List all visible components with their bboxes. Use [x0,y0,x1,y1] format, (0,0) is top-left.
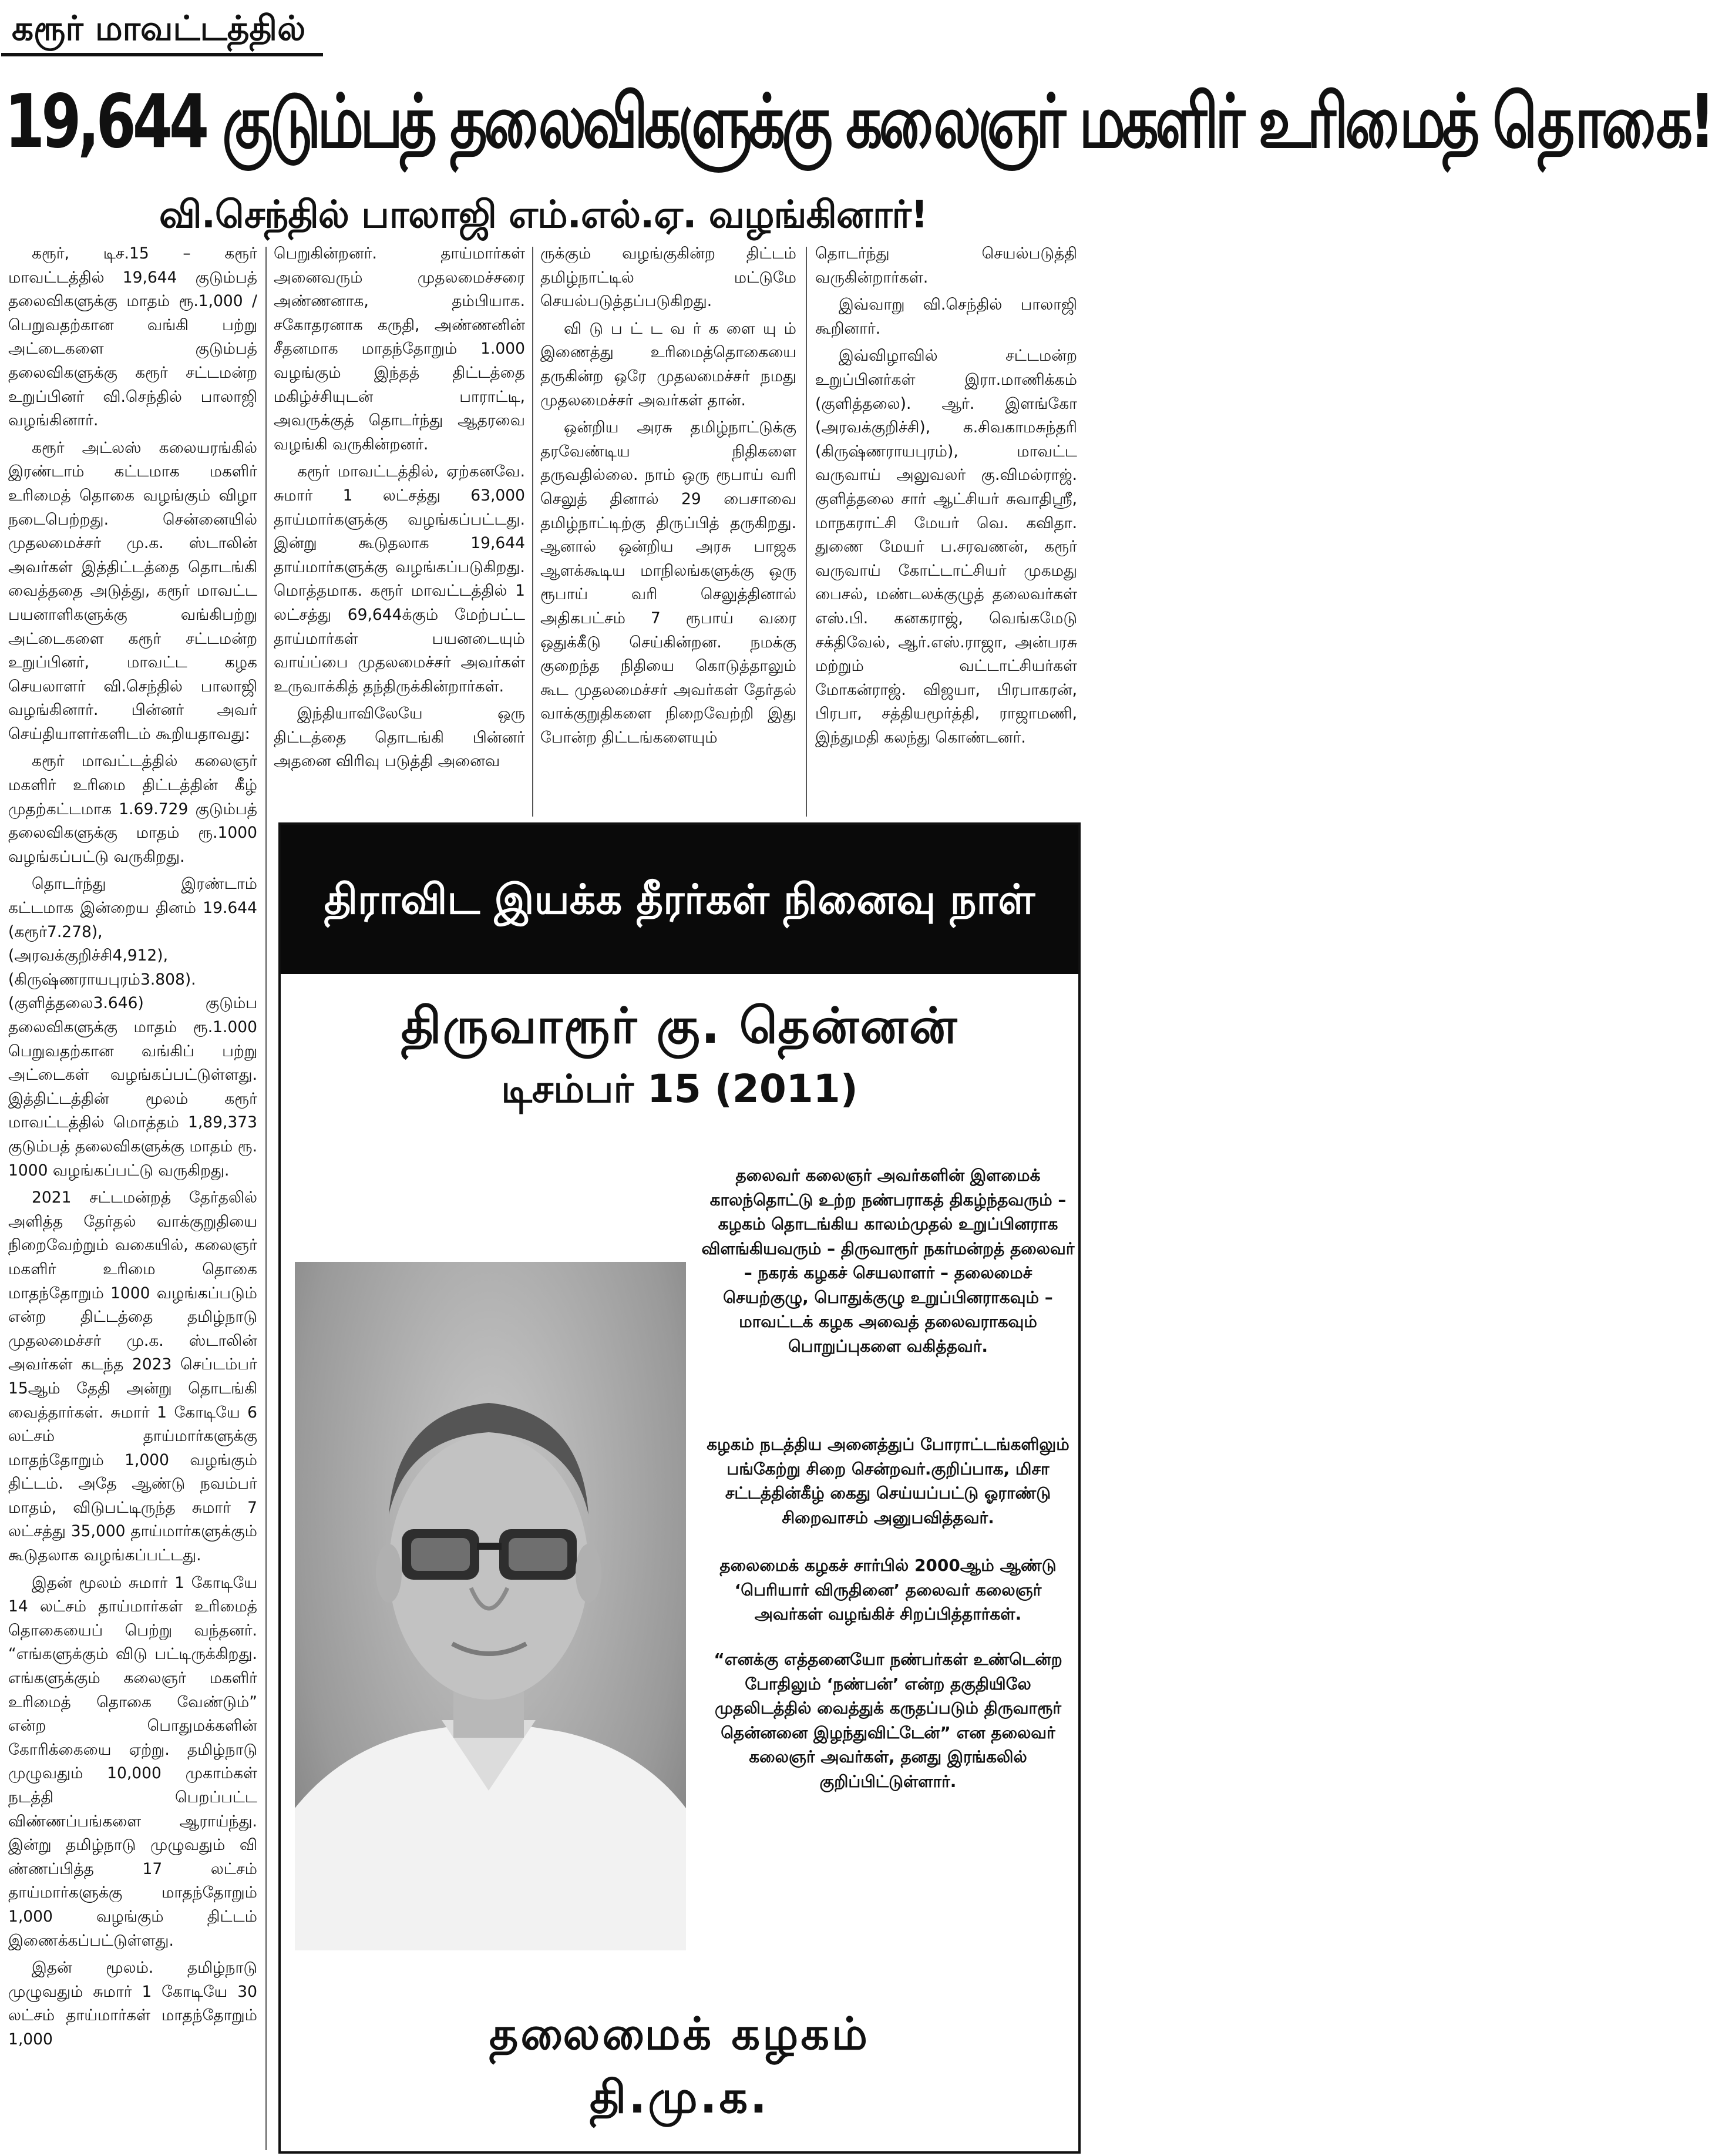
memorial-bio-4: “எனக்கு எத்தனையோ நண்பர்கள் உண்டென்ற போதிலும் ‘நண்பன்’ என்ற தகுதியிலே முதலிடத்தில் வைத்துக் கருதப்படும் திருவாரூர் தென்னனை இழந்துவிட்டேன்” என தலைவர் கலைஞர் அவர்கள், தனது இரங்கலில் குறிப்பிட்டுள்ளார். [714,1650,1062,1791]
article-paragraph: இவ்விழாவில் சட்டமன்ற உறுப்பினர்கள் இரா.மாணிக்கம் (குளித்தலை). ஆர். இளங்கோ (அரவக்குறிச்சி), க.சிவகாமசுந்தரி (கிருஷ்ணராயபுரம்), மாவட்ட வருவாய் அலுவலர் கு.விமல்ராஜ். குளித்தலை சார் ஆட்சியர் சுவாதிஸ்ரீ, மாநகராட்சி மேயர் வெ. கவிதா. துணை மேயர் ப.சரவணன், கரூர் வருவாய் கோட்டாட்சியர் முகமது பைசல், மண்டலக்குழுத் தலைவர்கள் எஸ்.பி. கனகராஜ், வெங்கமேடு சக்திவேல், ஆர்.எஸ்.ராஜா, அன்பரசு மற்றும் வட்டாட்சியர்கள் மோகன்ராஜ். விஜயா, பிரபாகரன், பிரபா, சத்தியமூர்த்தி, ராஜாமணி, இந்துமதி கலந்து கொண்டனர். [815,347,1077,747]
article-column-1 [8,242,257,2156]
article-paragraph: கரூர் மாவட்டத்தில், ஏற்கனவே. சுமார் 1 லட்சத்து 63,000 தாய்மார்களுக்கு வழங்கப்பட்டது. இன்று கூடுதலாக 19,644 தாய்மார்களுக்கு வழங்கப்படுகிறது. மொத்தமாக. கரூர் மாவட்டத்தில் 1 லட்சத்து 69,644க்கும் மேற்பட்ட தாய்மார்கள் பயனடையும் வாய்ப்பை முதலமைச்சர் அவர்கள் உருவாக்கித் தந்திருக்கின்றார்கள். [274,462,525,696]
article-paragraph: கரூர் அட்லஸ் கலையரங்கில் இரண்டாம் கட்டமாக மகளிர் உரிமைத் தொகை வழங்கும் விழா நடைபெற்றது. சென்னையில் முதலமைச்சர் மு.க. ஸ்டாலின் அவர்கள் இத்திட்டத்தை தொடங்கி வைத்ததை அடுத்து, கரூர் மாவட்ட பயனாளிகளுக்கு வங்கிபற்று அட்டைகளை கரூர் சட்டமன்ற உறுப்பினர், மாவட்ட கழக செயலாளர் வி.செந்தில் பாலாஜி வழங்கினார். பின்னர் அவர் செய்தியாளர்களிடம் கூறியதாவது: [8,438,257,743]
article-paragraph: ருக்கும் வழங்குகின்ற திட்டம் தமிழ்நாட்டில் மட்டுமே செயல்படுத்தப்படுகிறது. [540,244,796,311]
subheadline: வி.செந்தில் பாலாஜி எம்.எல்.ஏ. வழங்கினார்! [159,193,928,237]
portrait-photo [295,1262,686,1950]
column-divider [532,247,533,817]
article-paragraph: இந்தியாவிலேயே ஒரு திட்டத்தை தொடங்கி பின்னர் அதனை விரிவு படுத்தி அனைவ [274,704,525,771]
article-paragraph: பெறுகின்றனர். தாய்மார்கள் அனைவரும் முதலமைச்சரை அண்ணனாக, தம்பியாக. சகோதரனாக கருதி, அண்ணனின் சீதனமாக மாதந்தோறும் 1.000 வழங்கும் இந்தத் திட்டத்தை மகிழ்ச்சியுடன் பாராட்டி, அவருக்குத் தொடர்ந்து ஆதரவை வழங்கி வருகின்றனர். [274,244,525,454]
article-column-3 [540,242,796,820]
article-paragraph: இவ்வாறு வி.செந்தில் பாலாஜி கூறினார். [815,295,1077,338]
article-paragraph: தொடர்ந்து செயல்படுத்தி வருகின்றார்கள். [815,244,1077,287]
memorial-bio-1: தலைவர் கலைஞர் அவர்களின் இளமைக் காலந்தொட்டு உற்ற நண்பராகத் திகழ்ந்தவரும் – கழகம் தொடங்கிய காலம்முதல் உறுப்பினராக விளங்கியவரும் – திருவாரூர் நகர்மன்றத் தலைவர் – நகரக் கழகச் செயலாளர் – தலைமைச் செயற்குழு, பொதுக்குழு உறுப்பினராகவும் – மாவட்டக் கழக அவைத் தலைவராகவும் பொறுப்புகளை வகித்தவர். [701,1166,1075,1356]
portrait-illustration [295,1262,686,1950]
article-paragraph: இதன் மூலம் சுமார் 1 கோடியே 14 லட்சம் தாய்மார்கள் உரிமைத் தொகையைப் பெற்று வந்தனர். “எங்களுக்கும் விடு பட்டிருக்கிறது. எங்களுக்கும் கலைஞர் மகளிர் உரிமைத் தொகை வேண்டும்” என்ற பொதுமக்களின் கோரிக்கையை ஏற்று. தமிழ்நாடு முழுவதும் 10,000 முகாம்கள் நடத்தி பெறப்பட்ட விண்ணப்பங்களை ஆராய்ந்து. இன்று தமிழ்நாடு முழுவதும் வி ண்ணப்பித்த 17 லட்சம் தாய்மார்களுக்கு மாதந்தோறும் 1,000 வழங்கும் திட்டம் இணைக்கப்பட்டுள்ளது. [8,1573,257,1950]
article-paragraph: இதன் மூலம். தமிழ்நாடு முழுவதும் சுமார் 1 கோடியே 30 லட்சம் தாய்மார்கள் மாதந்தோறும் 1,000 [8,1959,257,2048]
memorial-date: டிசம்பர் 15 (2011) [501,1066,858,1111]
article-paragraph: தொடர்ந்து இரண்டாம் கட்டமாக இன்றைய தினம் 19.644 (கரூர்7.278), (அரவக்குறிச்சி4,912), (கிருஷ்ணராயபுரம்3.808). (குளித்தலை3.646) குடும்ப தலைவிகளுக்கு மாதம் ரூ.1.000 பெறுவதற்கான வங்கிப் பற்று அட்டைகள் வழங்கப்பட்டுள்ளது. இத்திட்டத்தின் மூலம் கரூர் மாவட்டத்தில் மொத்தம் 1,89,373 குடும்பத் தலைவிகளுக்கு மாதம் ரூ. 1000 வழங்கப்பட்டு வருகிறது. [8,875,257,1180]
article-paragraph: 2021 சட்டமன்றத் தேர்தலில் அளித்த தேர்தல் வாக்குறுதியை நிறைவேற்றும் வகையில், கலைஞர் மகளிர் உரிமை தொகை மாதந்தோறும் 1000 வழங்கப்படும் என்ற திட்டத்தை தமிழ்நாடு முதலமைச்சர் மு.க. ஸ்டாலின் அவர்கள் கடந்த 2023 செப்டம்பர் 15ஆம் தேதி அன்று தொடங்கி வைத்தார்கள். சுமார் 1 கோடியே 6 லட்சம் தாய்மார்களுக்கு மாதந்தோறும் 1,000 வழங்கும் திட்டம். அதே ஆண்டு நவம்பர் மாதம், விடுபட்டிருந்த சுமார் 7 லட்சத்து 35,000 தாய்மார்களுக்கும் கூடுதலாக வழங்கப்பட்டது. [8,1188,257,1565]
article-paragraph: கரூர் மாவட்டத்தில் கலைஞர் மகளிர் உரிமை திட்டத்தின் கீழ் முதற்கட்டமாக 1.69.729 குடும்பத் தலைவிகளுக்கு மாதம் ரூ.1000 வழங்கப்பட்டு வருகிறது. [8,752,257,866]
article-paragraph: வி டு ப ட் ட வ ர் க ளை யு ம் இணைத்து உரிமைத்தொகையை தருகின்ற ஒரே முதலமைச்சர் நமது முதலமைச்சர் அவர்கள் தான். [540,319,796,409]
memorial-bio-3: தலைமைக் கழகச் சார்பில் 2000ஆம் ஆண்டு ‘பெரியார் விருதினை’ தலைவர் கலைஞர் அவர்கள் வழங்கிச் சிறப்பித்தார்கள். [719,1556,1057,1624]
article-column-2 [274,242,525,820]
section-kicker: கரூர் மாவட்டத்தில் [1,4,323,56]
column-divider [806,247,807,817]
headline: 19,644 குடும்பத் தலைவிகளுக்கு கலைஞர் மகளிர் உரிமைத் தொகை! [5,79,1712,165]
memorial-banner: திராவிட இயக்க தீரர்கள் நினைவு நாள் [281,825,1078,974]
article-paragraph: கரூர், டிச.15 – கரூர் மாவட்டத்தில் 19,644 குடும்பத் தலைவிகளுக்கு மாதம் ரூ.1,000 / பெறுவதற்கான வங்கி பற்று அட்டைகளை குடும்பத் தலைவிகளுக்கு கரூர் சட்டமன்ற உறுப்பினர் வி.செந்தில் பாலாஜி வழங்கினார். [8,244,257,430]
signature-line-1: தலைமைக் கழகம் [489,2007,870,2060]
memorial-bio-2: கழகம் நடத்திய அனைத்துப் போராட்டங்களிலும் பங்கேற்று சிறை சென்றவர்.குறிப்பாக, மிசா சட்டத்தின்கீழ் கைது செய்யப்பட்டு ஓராண்டு சிறைவாசம் அனுபவித்தவர். [707,1435,1069,1527]
article-paragraph: ஒன்றிய அரசு தமிழ்நாட்டுக்கு தரவேண்டிய நிதிகளை தருவதில்லை. நாம் ஒரு ரூபாய் வரி செலுத் தினால் 29 பைசாவை தமிழ்நாட்டிற்கு திருப்பித் தருகிறது. ஆனால் ஒன்றிய அரசு பாஜக ஆளக்கூடிய மாநிலங்களுக்கு ஒரு ரூபாய் வரி செலுத்தினால் அதிகபட்சம் 7 ரூபாய் வரை ஒதுக்கீடு செய்கின்றன. நமக்கு குறைந்த நிதியை கொடுத்தாலும் கூட முதலமைச்சர் அவர்கள் தேர்தல் வாக்குறுதிகளை நிறைவேற்றி இது போன்ற திட்டங்களையும் [540,418,796,747]
memorial-name: திருவாரூர் கு. தென்னன் [401,997,958,1055]
column-divider [265,247,267,2150]
signature-line-2: தி.மு.க. [590,2071,769,2123]
memorial-advertisement [278,822,1081,2154]
article-column-4 [815,242,1077,820]
